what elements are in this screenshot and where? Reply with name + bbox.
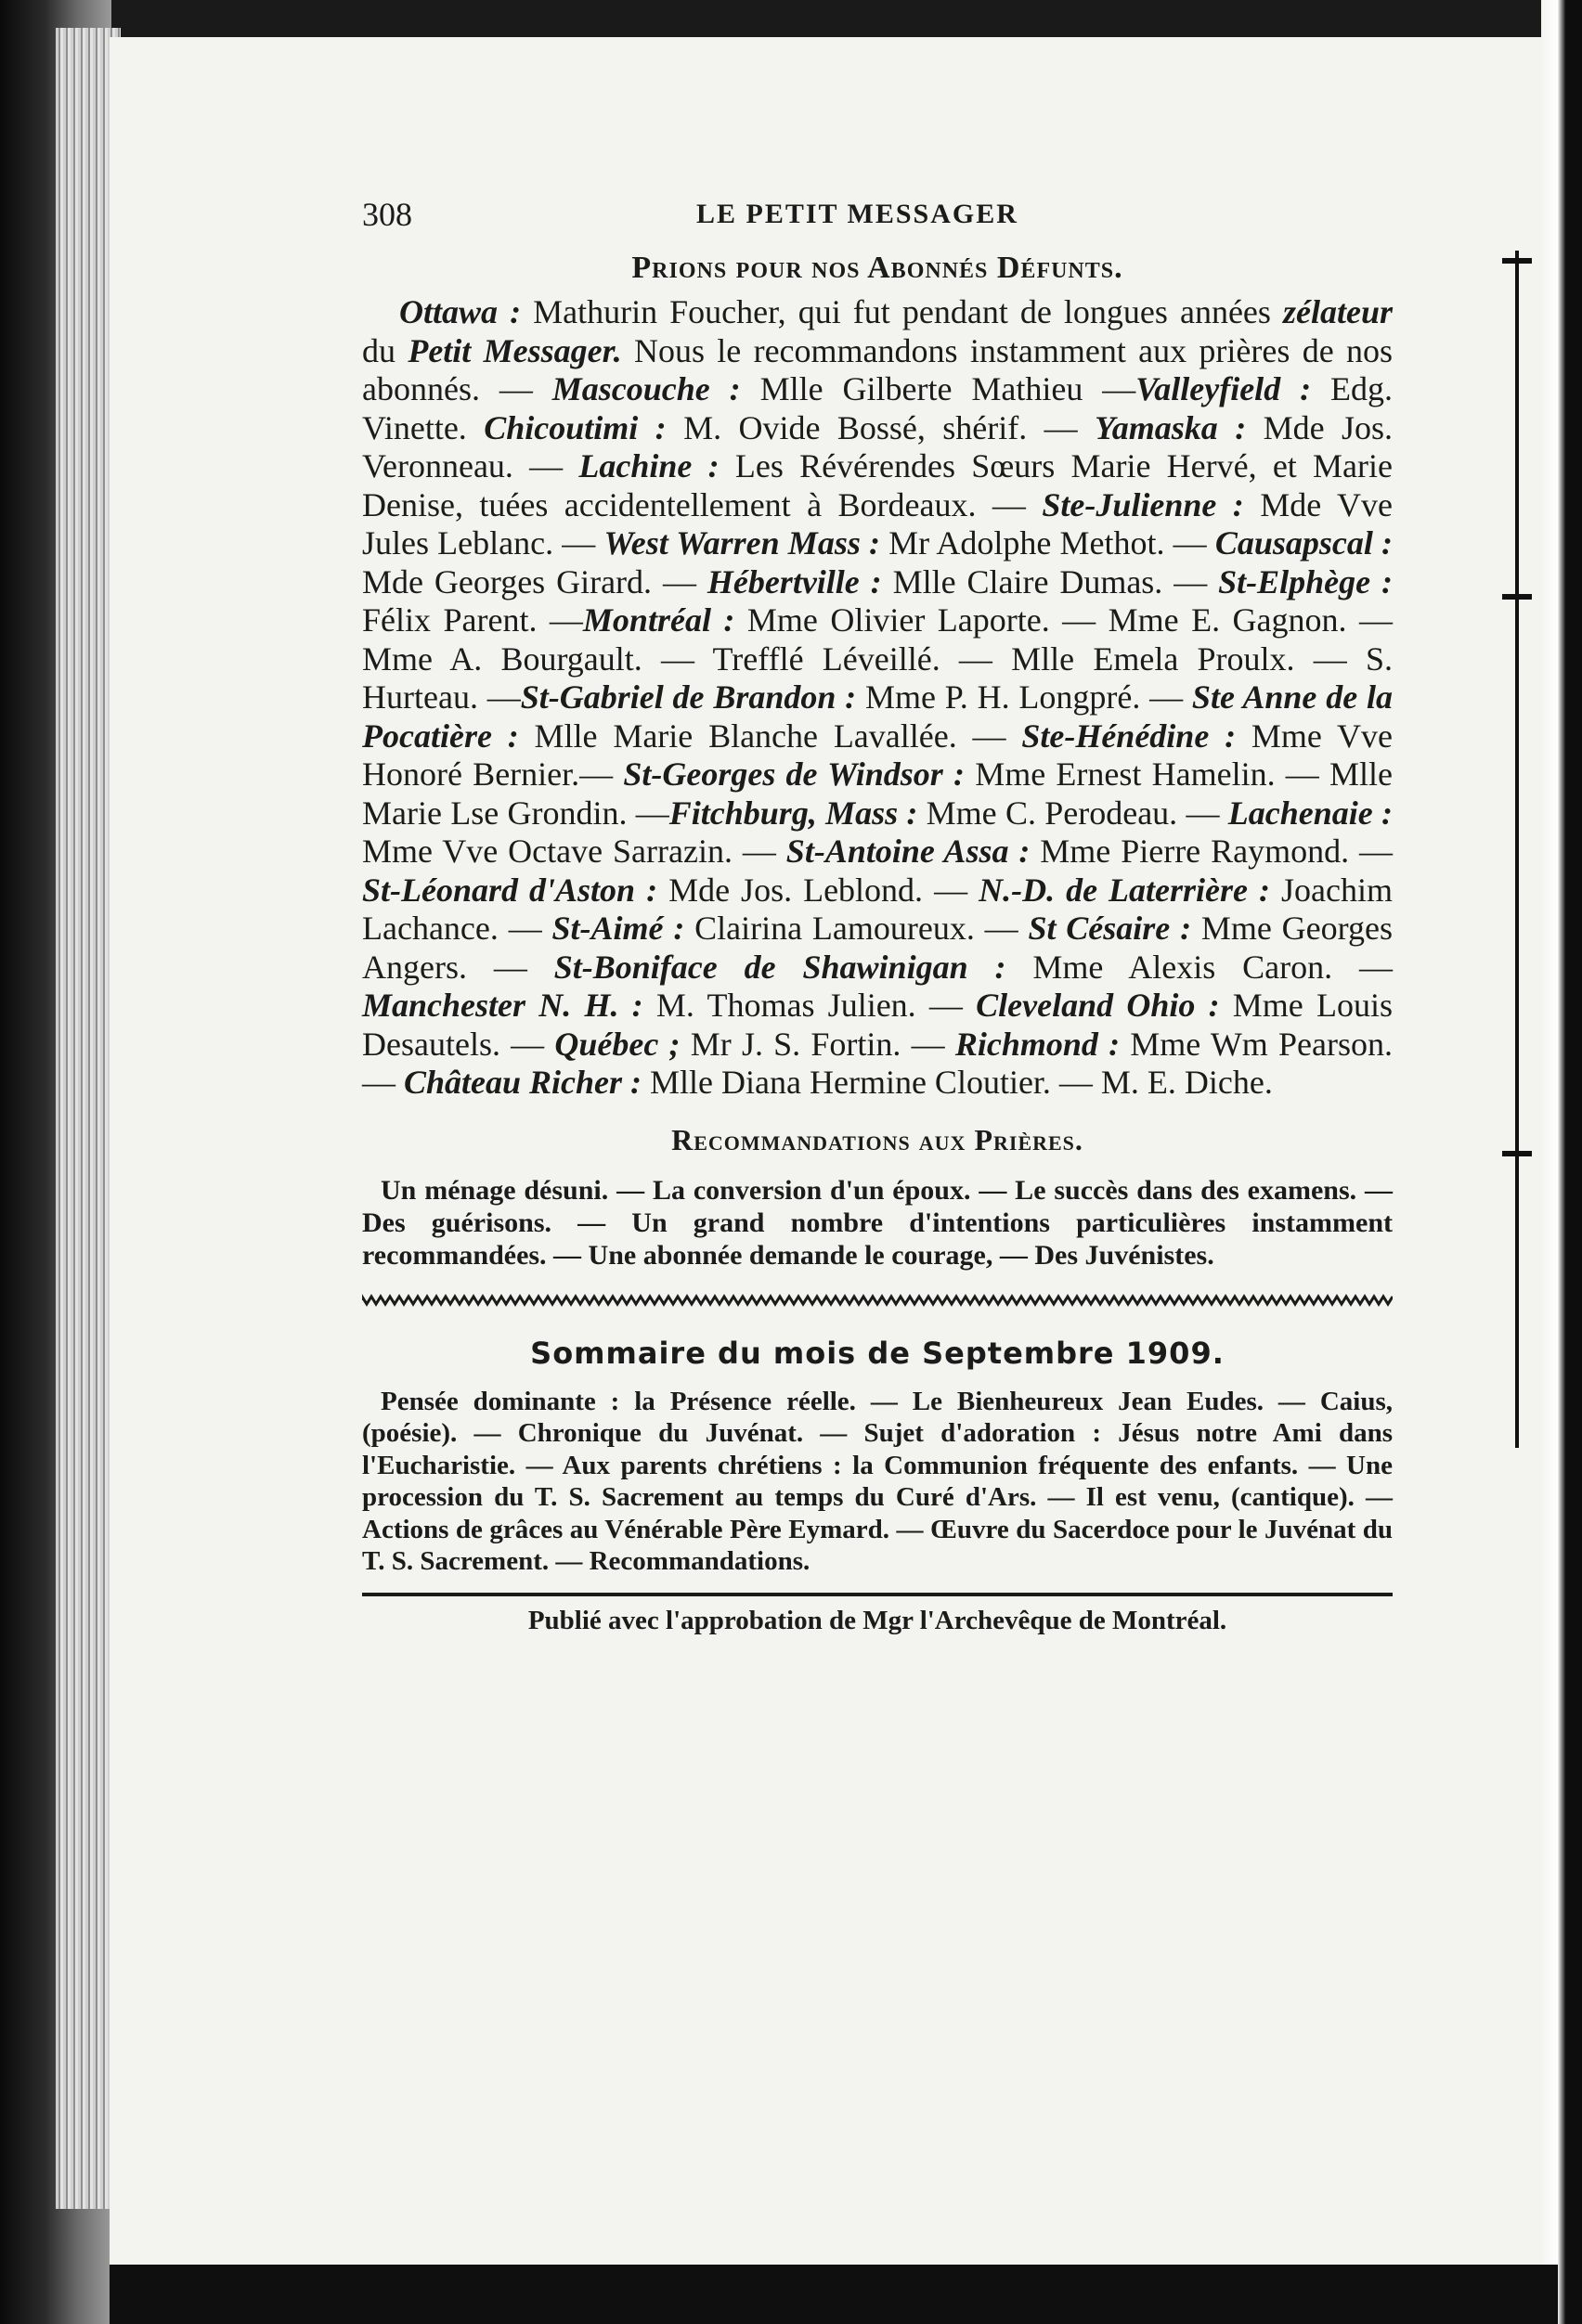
text-run: du bbox=[362, 331, 408, 369]
italic-run: Fitchburg, Mass : bbox=[668, 794, 918, 832]
text-run: Mme Louis Desautels. — bbox=[362, 987, 1393, 1063]
italic-run: St-Georges de Windsor : bbox=[623, 755, 966, 793]
italic-run: Manchester N. H. : bbox=[362, 987, 643, 1024]
scan-ruler bbox=[1515, 251, 1519, 1448]
recommendations-heading: Recommandations aux Prières. bbox=[671, 1122, 1083, 1156]
text-run: Mme Pierre Raymond. — bbox=[1030, 833, 1393, 870]
summary-heading: Sommaire du mois de Septembre 1909. bbox=[530, 1335, 1225, 1371]
italic-run: zélateur bbox=[1282, 293, 1393, 330]
journal-title: LE PETIT MESSAGER bbox=[696, 199, 1018, 229]
italic-run: Ste-Julienne : bbox=[1042, 485, 1244, 523]
summary-paragraph bbox=[362, 1386, 1393, 1578]
italic-run: Ste Anne de la Pocatière : bbox=[362, 678, 1393, 755]
text-run: Nous le recommandons instamment aux prières de nos abonnés. — bbox=[362, 331, 1394, 407]
italic-run: Ste-Hénédine : bbox=[1021, 717, 1237, 755]
page-right-edge bbox=[1541, 0, 1582, 2324]
italic-run: Yamaska : bbox=[1095, 408, 1247, 446]
text-run: M. Thomas Julien. — bbox=[642, 987, 977, 1024]
recommendations-text: Un ménage désuni. — La conversion d'un époux. — Le succès dans des examens. — Des guérisons. — Un grand nombre d'intentions particulières instamment recommandées. — Une abonnée demande le courage, — Des Juvénistes. bbox=[362, 1174, 1393, 1271]
text-run: ). — Actions de grâces au Vénérable Père Eymard. — Œuvre du Sacerdoce pour le Juvénat du T. S. Sacrement. — Recommandations. bbox=[362, 1482, 1393, 1576]
text-run: ). — Chronique du Juvénat. — Sujet d'adoration : Jésus notre Ami dans l'Eucharistie. — Aux parents chrétiens : la Communion fréquente des enfants. — Une procession du T. S. Sacrement au temps du Curé d'Ars. — Il est venu, ( bbox=[362, 1418, 1393, 1512]
text-run: Mme Alexis Caron. — bbox=[1005, 948, 1393, 986]
text-run: Mme P. H. Longpré. — bbox=[856, 678, 1192, 716]
text-run: Mlle Claire Dumas. — bbox=[881, 562, 1219, 600]
italic-run: St-Gabriel de Brandon : bbox=[520, 678, 857, 716]
text-run: Mlle Diana Hermine Cloutier. — M. E. Diche. bbox=[642, 1064, 1273, 1101]
italic-run: St-Aimé : bbox=[551, 910, 685, 947]
running-head bbox=[362, 195, 1393, 251]
text-run: Mde Jos. Veronneau. — bbox=[362, 408, 1394, 484]
ruler-tick bbox=[1502, 1151, 1532, 1156]
italic-run: Lachine : bbox=[578, 447, 720, 484]
italic-run: poésie bbox=[370, 1418, 442, 1448]
text-run: Mde Vve Jules Leblanc. — bbox=[362, 485, 1393, 562]
wavy-divider bbox=[362, 1292, 1393, 1309]
italic-run: St-Léonard d'Aston : bbox=[362, 871, 658, 909]
text-run: M. Ovide Bossé, shérif. — bbox=[666, 408, 1096, 446]
italic-run: Québec ; bbox=[554, 1025, 681, 1063]
text-run: Mme Ernest Hamelin. — Mlle Marie Lse Grondin. — bbox=[362, 755, 1393, 832]
text-run: Mr J. S. Fortin. — bbox=[680, 1025, 955, 1063]
deceased-list-paragraph bbox=[362, 293, 1393, 1103]
italic-run: St Césaire : bbox=[1028, 910, 1192, 947]
italic-run: Cleveland Ohio : bbox=[976, 987, 1220, 1024]
text-run: Edg. Vinette. bbox=[362, 370, 1393, 446]
text-run: Mlle Gilberte Mathieu — bbox=[740, 370, 1136, 407]
italic-run: West Warren Mass : bbox=[603, 524, 880, 562]
text-run: Les Révérendes Sœurs Marie Hervé, et Marie Denise, tuées accidentellement à Bordeaux. — bbox=[362, 447, 1394, 523]
text-run: Joachim Lachance. — bbox=[362, 871, 1393, 947]
italic-run: Montréal : bbox=[582, 601, 735, 639]
italic-run: St-Elphège : bbox=[1218, 562, 1393, 600]
text-run: Mde Jos. Leblond. — bbox=[657, 871, 979, 909]
italic-run: Chicoutimi : bbox=[484, 408, 667, 446]
text-run: Mme Wm Pearson. — bbox=[362, 1025, 1393, 1101]
italic-run: Petit Messager. bbox=[408, 331, 622, 369]
page-number: 308 bbox=[362, 196, 412, 233]
italic-run: Causapscal : bbox=[1214, 524, 1393, 562]
italic-run: cantique bbox=[1239, 1482, 1339, 1512]
italic-run: St-Antoine Assa : bbox=[785, 833, 1031, 870]
text-run: Mme Vve Honoré Bernier.— bbox=[362, 717, 1394, 793]
italic-run: Lachenaie : bbox=[1227, 794, 1393, 832]
deceased-heading: Prions pour nos Abonnés Défunts. bbox=[631, 251, 1123, 285]
italic-run: Château Richer : bbox=[404, 1064, 642, 1101]
text-run: Mlle Marie Blanche Lavallée. — bbox=[518, 717, 1022, 755]
italic-run: St-Boniface de Shawinigan : bbox=[553, 948, 1006, 986]
text-run: Mathurin Foucher, qui fut pendant de longues années bbox=[521, 293, 1283, 330]
footer-rule bbox=[362, 1593, 1393, 1596]
italic-run: Valleyfield : bbox=[1135, 370, 1312, 407]
italic-run: N.-D. de Laterrière : bbox=[979, 871, 1271, 909]
italic-run: Richmond : bbox=[954, 1025, 1121, 1063]
italic-run: Hébertville : bbox=[707, 562, 882, 600]
text-run: Mde Georges Girard. — bbox=[362, 562, 707, 600]
page-bottom-edge bbox=[110, 2265, 1558, 2324]
text-run: Mme C. Perodeau. — bbox=[917, 794, 1228, 832]
ruler-tick bbox=[1502, 594, 1532, 600]
imprimatur: Publié avec l'approbation de Mgr l'Archevêque de Montréal. bbox=[527, 1605, 1227, 1635]
text-run: Pensée dominante : la Présence réelle. — Le Bienheureux Jean Eudes. — Caius, ( bbox=[362, 1386, 1393, 1448]
text-run: Mme Vve Octave Sarrazin. — bbox=[362, 833, 786, 870]
text-run: Mr Adolphe Methot. — bbox=[880, 524, 1215, 562]
text-run: Mme Georges Angers. — bbox=[362, 910, 1393, 986]
text-run: Clairina Lamoureux. — bbox=[684, 910, 1029, 947]
text-run: Félix Parent. — bbox=[362, 601, 583, 639]
italic-run: Mascouche : bbox=[551, 370, 741, 407]
text-run: Mme Olivier Laporte. — Mme E. Gagnon. — Mme A. Bourgault. — Trefflé Léveillé. — Mlle Emela Proulx. — S. Hurteau. — bbox=[362, 601, 1394, 716]
italic-run: Ottawa : bbox=[399, 293, 522, 330]
ruler-tick bbox=[1502, 258, 1532, 264]
page-content bbox=[362, 195, 1393, 1636]
